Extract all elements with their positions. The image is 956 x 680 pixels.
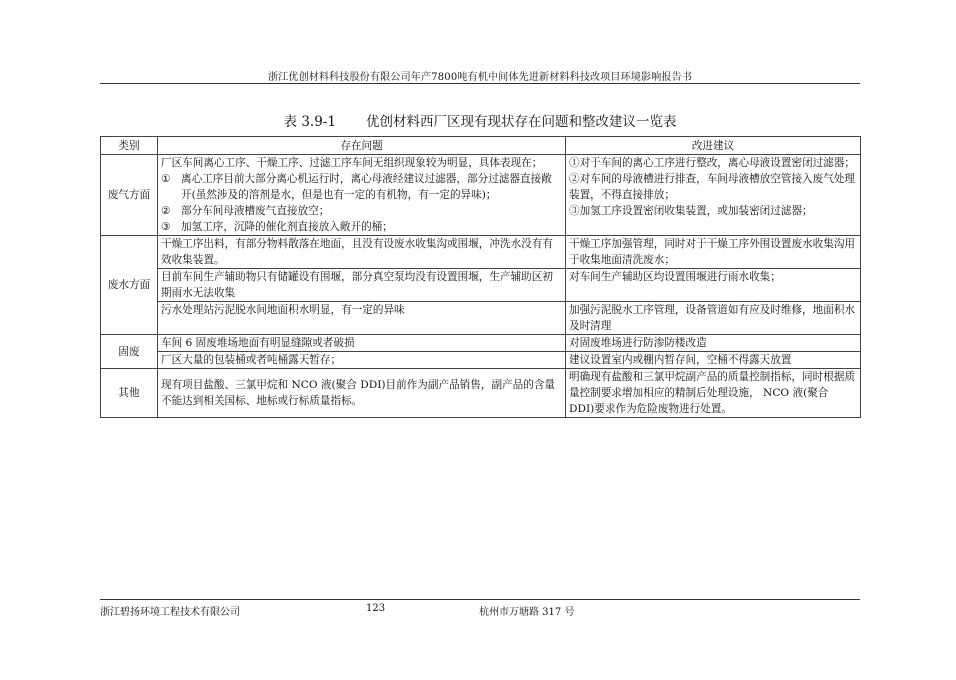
suggestion-cell: 建议设置室内或棚内暂存间，空桶不得露天放置 — [566, 352, 861, 369]
suggestion-cell: 对车间生产辅助区均设置围堰进行雨水收集； — [566, 269, 861, 302]
page-number: 123 — [366, 603, 386, 614]
table-row — [101, 236, 861, 269]
table-row — [101, 269, 861, 302]
running-header: 浙江优创材料科技股份有限公司年产7800吨有机中间体先进新材料科技改项目环境影响报告书 — [267, 72, 693, 83]
problem-intro: 厂区车间离心工序、干燥工序、过滤工序车间无组织现象较为明显，具体表现在； — [161, 157, 543, 169]
problem-cell: 干燥工序出料，有部分物料散落在地面，且没有设废水收集沟或围堰，冲洗水没有有效收集装置。 — [158, 236, 566, 269]
table-number: 表 3.9-1 — [283, 114, 336, 130]
list-text: 加氢工序，沉降的催化剂直接放入敞开的桶； — [181, 221, 393, 233]
suggestion-item: ②对车间的母液槽进行排查，车间母液槽放空管接入废气处理装置，不得直接排放； — [569, 173, 856, 201]
header-category: 类别 — [101, 137, 158, 155]
footer-address: 杭州市万塘路 317 号 — [479, 607, 575, 618]
table-caption: 优创材料西厂区现有现状存在问题和整改建议一览表 — [365, 114, 677, 130]
list-marker: ① — [161, 173, 171, 185]
suggestion-item: ①对于车间的离心工序进行整改，离心母液设置密闭过滤器； — [569, 157, 856, 169]
list-item — [161, 203, 562, 219]
table-row — [101, 302, 861, 335]
header-rule — [100, 83, 860, 84]
suggestion-cell: 对固废堆场进行防渗防楼改造 — [566, 335, 861, 352]
category-cell: 废气方面 — [101, 155, 158, 236]
category-cell: 其他 — [101, 369, 158, 418]
table-row — [101, 155, 861, 236]
suggestion-cell — [566, 155, 861, 236]
problem-cell: 车间 6 固废堆场地面有明显缝隙或者破损 — [158, 335, 566, 352]
list-marker: ② — [161, 205, 171, 217]
category-cell: 固废 — [101, 335, 158, 369]
header-suggestion: 改进建议 — [566, 137, 861, 155]
table-row — [101, 335, 861, 352]
problem-cell: 污水处理站污泥脱水间地面积水明显，有一定的异味 — [158, 302, 566, 335]
category-cell: 废水方面 — [101, 236, 158, 335]
list-item — [161, 171, 562, 203]
table-row — [101, 352, 861, 369]
issues-table — [100, 136, 861, 418]
header-problem: 存在问题 — [158, 137, 566, 155]
footer-company: 浙江碧扬环境工程技术有限公司 — [100, 607, 240, 618]
problem-cell: 现有项目盐酸、三氯甲烷和 NCO 液(聚合 DDI)目前作为副产品销售，副产品的含量不能达到相关国标、地标或行标质量指标。 — [158, 369, 566, 418]
footer-rule — [100, 599, 860, 600]
list-marker: ③ — [161, 221, 171, 233]
problem-cell: 目前车间生产辅助物只有储罐设有围堰，部分真空泵均没有设置围堰，生产辅助区初期雨水无法收集 — [158, 269, 566, 302]
table-title — [100, 110, 860, 130]
problem-cell — [158, 155, 566, 236]
list-text: 离心工序目前大部分离心机运行时，离心母液经建议过滤器，部分过滤器直接敞开(虽然涉及的溶剂是水，但是也有一定的有机物，有一定的异味)； — [181, 173, 552, 201]
list-text: 部分车间母液槽废气直接放空； — [181, 205, 330, 217]
table-row — [101, 369, 861, 418]
suggestion-item: ③加氢工序设置密闭收集装置，或加装密闭过滤器； — [569, 205, 813, 217]
suggestion-cell: 干燥工序加强管理，同时对于干燥工序外围设置废水收集沟用于收集地面清洗废水； — [566, 236, 861, 269]
list-item — [161, 219, 562, 235]
suggestion-cell: 明确现有盐酸和三氯甲烷副产品的质量控制指标，同时根据质量控制要求增加相应的精制后处理设施， NCO 液(聚合 DDI)要求作为危险废物进行处置。 — [566, 369, 861, 418]
table-header-row — [101, 137, 861, 155]
suggestion-cell: 加强污泥脱水工序管理，设备管道如有应及时维修，地面积水及时清理 — [566, 302, 861, 335]
problem-cell: 厂区大量的包装桶或者吨桶露天暂存； — [158, 352, 566, 369]
